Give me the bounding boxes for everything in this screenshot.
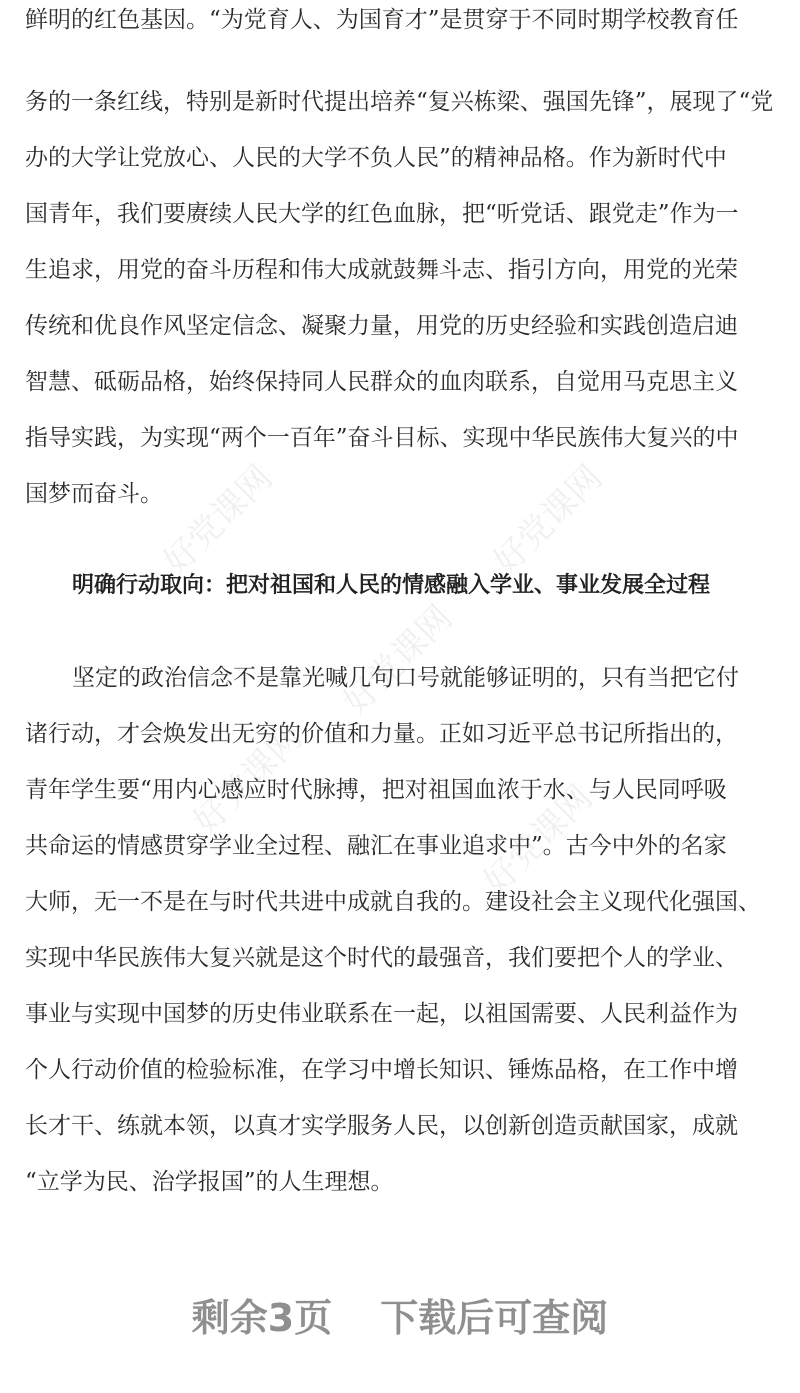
paragraph-line: 共命运的情感贯穿学业全过程、融汇在事业追求中”。古今中外的名家	[25, 833, 727, 859]
watermark: 好党课网	[155, 457, 281, 583]
paragraph-line: 事业与实现中国梦的历史伟业联系在一起，以祖国需要、人民利益作为	[25, 1001, 738, 1027]
paragraph-line: 传统和优良作风坚定信念、凝聚力量，用党的历史经验和实践创造启迪	[25, 313, 738, 339]
paragraph-line: 实现中华民族伟大复兴就是这个时代的最强音，我们要把个人的学业、	[25, 945, 738, 971]
paragraph-line: 诸行动，才会焕发出无穷的价值和力量。正如习近平总书记所指出的，	[25, 721, 738, 747]
paragraph-line: 生追求，用党的奋斗历程和伟大成就鼓舞斗志、指引方向，用党的光荣	[25, 257, 738, 283]
section-heading: 明确行动取向：把对祖国和人民的情感融入学业、事业发展全过程	[72, 573, 711, 598]
remaining-pages-label: 剩余3页	[191, 1296, 333, 1340]
paragraph-line: 青年学生要“用内心感应时代脉搏，把对祖国血浓于水、与人民同呼吸	[25, 777, 727, 803]
paragraph-line: 个人行动价值的检验标准，在学习中增长知识、锤炼品格，在工作中增	[25, 1057, 738, 1083]
download-to-view-label[interactable]: 下载后可查阅	[380, 1296, 609, 1340]
paragraph-line: 坚定的政治信念不是靠光喊几句口号就能够证明的，只有当把它付	[72, 665, 739, 691]
paragraph-line: 智慧、砥砺品格，始终保持同人民群众的血肉联系，自觉用马克思主义	[25, 369, 738, 395]
watermark: 好党课网	[335, 597, 461, 723]
watermark: 好党课网	[485, 457, 611, 583]
paragraph-line: 指导实践，为实现“两个一百年”奋斗目标、实现中华民族伟大复兴的中	[25, 425, 739, 451]
paragraph-line: 大师，无一不是在与时代共进中成就自我的。建设社会主义现代化强国、	[25, 889, 761, 915]
paragraph-line: 务的一条红线，特别是新时代提出培养“复兴栋梁、强国先锋”，展现了“党	[25, 89, 774, 115]
paragraph-line: 办的大学让党放心、人民的大学不负人民”的精神品格。作为新时代中	[25, 145, 727, 171]
paragraph-line: 长才干、练就本领，以真才实学服务人民，以创新创造贡献国家，成就	[25, 1113, 738, 1139]
watermark: 好党课网	[185, 717, 311, 843]
watermark: 好党课网	[475, 777, 601, 903]
download-prompt-banner[interactable]	[0, 1290, 800, 1346]
paragraph-line: “立学为民、治学报国”的人生理想。	[25, 1169, 394, 1195]
paragraph-line: 国梦而奋斗。	[25, 481, 163, 507]
paragraph-line: 国青年，我们要赓续人民大学的红色血脉，把“听党话、跟党走”作为一	[25, 201, 739, 227]
paragraph-line: 鲜明的红色基因。“为党育人、为国育才”是贯穿于不同时期学校教育任	[25, 7, 739, 33]
